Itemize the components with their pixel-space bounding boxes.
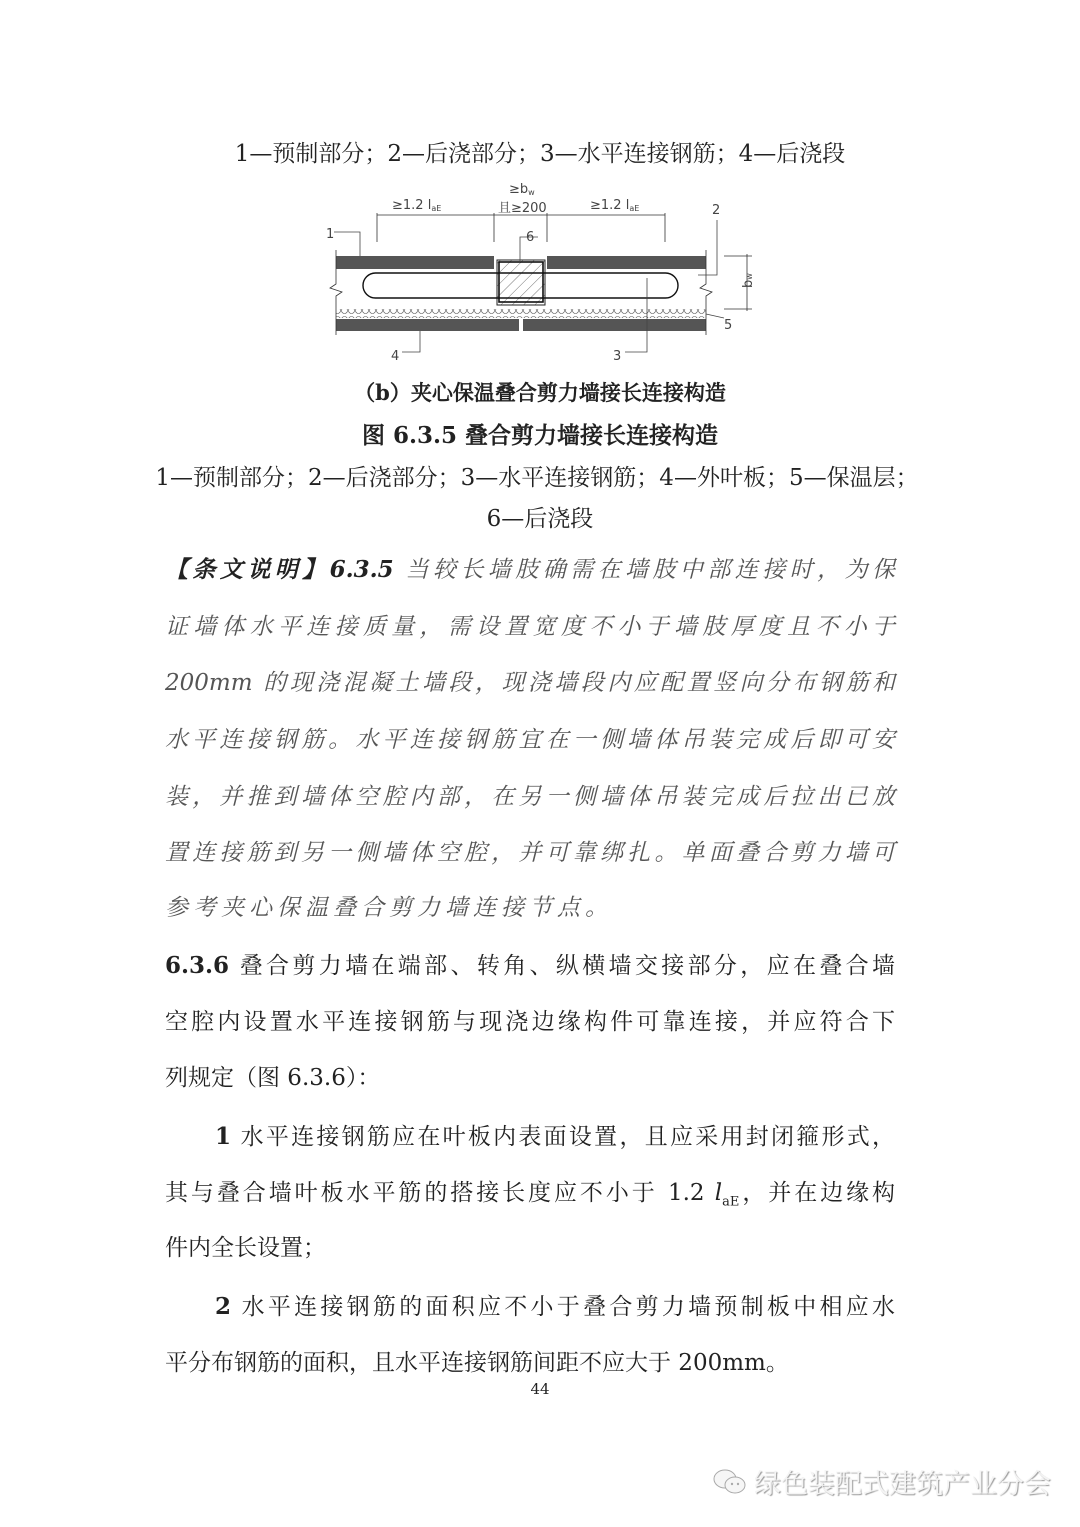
clause-line: 列规定（图 6.3.6）：	[165, 1065, 381, 1091]
item-2-line: 2 水平连接钢筋的面积应不小于叠合剪力墙预制板中相应水	[215, 1293, 895, 1320]
svg-text:≥bw: ≥bw	[509, 182, 535, 197]
explanation-line: 证墙体水平连接质量，需设置宽度不小于墙肢厚度且不小于	[165, 614, 895, 640]
prefab-inner-leaf-left	[336, 256, 494, 269]
wall-connection-diagram	[320, 180, 760, 370]
figure-b-legend-line2: 6—后浇段	[486, 506, 594, 532]
figure-a-legend: 1—预制部分；2—后浇部分；3—水平连接钢筋；4—后浇段	[234, 141, 846, 167]
watermark-text: 绿色装配式建筑产业分会	[754, 1469, 1051, 1500]
svg-text:≥1.2 laE: ≥1.2 laE	[392, 198, 442, 213]
svg-text:bw: bw	[741, 273, 756, 288]
item-1-line: 件内全长设置；	[165, 1235, 326, 1261]
item-1-line: 其与叠合墙叶板水平筋的搭接长度应不小于 1.2 $l_{aE}$，并在边缘构	[165, 1180, 896, 1210]
figure-b-legend-line1: 1—预制部分；2—后浇部分；3—水平连接钢筋；4—外叶板；5—保温层；	[155, 465, 919, 491]
explanation-line: 置连接筋到另一侧墙体空腔，并可靠绑扎。单面叠合剪力墙可	[165, 840, 895, 866]
figure-title: 图 6.3.5 叠合剪力墙接长连接构造	[361, 422, 719, 449]
clause-line: 空腔内设置水平连接钢筋与现浇边缘构件可靠连接，并应符合下	[165, 1009, 895, 1035]
svg-text:5: 5	[724, 318, 733, 333]
outer-leaf-left	[336, 319, 519, 331]
explanation-lead: 【条文说明】6.3.5	[165, 556, 394, 583]
insulation-layer	[336, 309, 706, 318]
item-2-line: 平分布钢筋的面积，且水平连接钢筋间距不应大于 200mm。	[165, 1350, 789, 1376]
wechat-icon	[712, 1468, 748, 1496]
svg-text:2: 2	[712, 203, 721, 218]
prefab-inner-leaf-right	[547, 256, 706, 269]
clause-line: 6.3.6 叠合剪力墙在端部、转角、纵横墙交接部分，应在叠合墙	[165, 952, 896, 979]
svg-text:1: 1	[326, 227, 335, 242]
svg-text:3: 3	[613, 349, 622, 364]
watermark	[712, 1462, 1051, 1501]
item-1-line: 1 水平连接钢筋应在叶板内表面设置，且应采用封闭箍形式，	[215, 1123, 896, 1150]
item-number: 1	[215, 1123, 232, 1150]
explanation-line: 水平连接钢筋。水平连接钢筋宜在一侧墙体吊装完成后即可安	[165, 727, 895, 753]
explanation-line: 装，并推到墙体空腔内部，在另一侧墙体吊装完成后拉出已放	[165, 784, 895, 810]
svg-text:6: 6	[526, 230, 535, 245]
svg-text:≥1.2 laE: ≥1.2 laE	[590, 198, 640, 213]
explanation-line: 【条文说明】6.3.5 当较长墙肢确需在墙肢中部连接时，为保	[165, 556, 896, 583]
figure-b-caption: （b）夹心保温叠合剪力墙接长连接构造	[354, 380, 726, 405]
explanation-line: 200mm 的现浇混凝土墙段，现浇墙段内应配置竖向分布钢筋和	[165, 670, 895, 696]
svg-text:且≥200: 且≥200	[498, 201, 547, 216]
clause-number: 6.3.6	[165, 952, 230, 979]
outer-leaf-right	[523, 319, 706, 331]
item-number: 2	[215, 1293, 232, 1320]
svg-text:4: 4	[391, 349, 400, 364]
explanation-line: 参考夹心保温叠合剪力墙连接节点。	[165, 895, 613, 921]
page-number: 44	[530, 1380, 550, 1398]
